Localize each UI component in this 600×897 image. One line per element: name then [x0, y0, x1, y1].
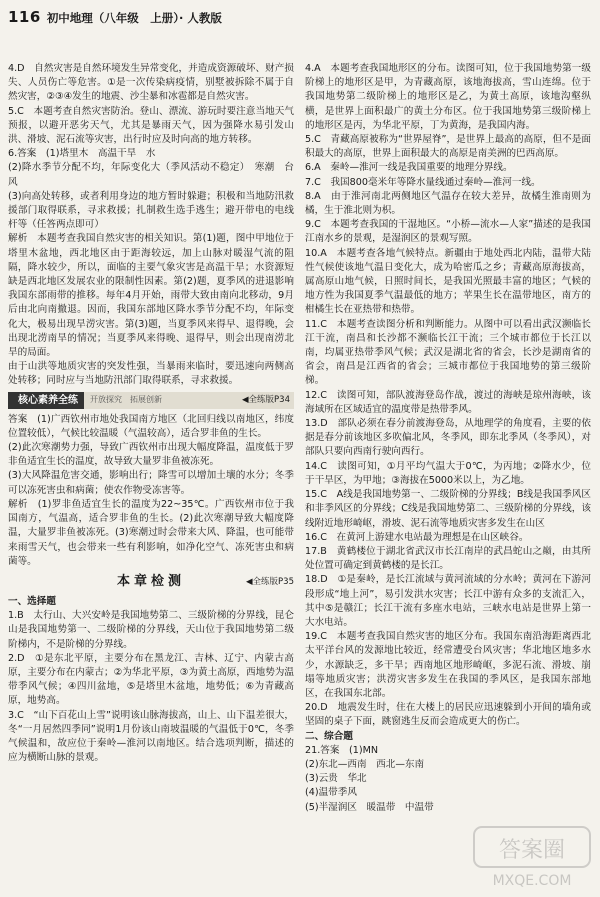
watermark-text: 答案圈	[498, 838, 566, 863]
answer-paragraph: 8.A 由于淮河南北两侧地区气温存在较大差异，故橘生淮南则为橘，生于淮北则为枳。	[305, 190, 591, 217]
answer-line: (2)东北—西南 西北—东南	[305, 758, 425, 770]
right-column	[305, 62, 591, 815]
answer-paragraph: 6.A 秦岭—淮河一线是我国重要的地理分界线。	[305, 162, 513, 174]
answer-paragraph: (2)降水季节分配不均，年际变化大（季风活动不稳定） 寒潮 台风	[8, 162, 294, 188]
answer-paragraph: 6.答案 (1)塔里木 高温干旱 水	[8, 148, 156, 160]
answer-paragraph: 17.B 黄鹤楼位于湖北省武汉市长江南岸的武昌蛇山之巅，由其所处位置可确定到黄鹤楼的是长江。	[305, 545, 591, 572]
answer-paragraph: 答案 (1)广西钦州市地处我国南方地区（北回归线以南地区，纬度位置较低），气候比较温暖（气温较高），适合罗非鱼的生长。	[8, 413, 294, 439]
answer-paragraph: 10.A 本题考查各地气候特点。新疆由于地处西北内陆，温带大陆性气候使该地气温日变化大，成为哈密瓜之乡；青藏高原海拔高，属高原山地气候，日照时间长，是我国光照最丰富的地区；气候的地方性为我国夏季气温最低的地方；苹果生长在温带地区，南方的柑橘生长在亚热带和热带。	[305, 247, 591, 316]
answer-paragraph: 解析 本题考查我国自然灾害的相关知识。第(1)题，图中甲地位于塔里木盆地，西北地区由于距海较远，加上山脉对暖湿气流的阻隔，降水较少，所以，面临的主要气象灾害是高温干旱；水资源短缺是西北地区发展农业的限制性因素。第(2)题，夏季风的进退影响我国东部雨带的推移。每年4月开始，雨带大致由南向北移动，9月后由北向南撤退。因而，我国东部地区降水季节分配不均，年际变化大，极易出现旱涝灾害。第(3)题，当夏季风来得早、退得晚，会出现北涝南旱的情况；当夏季风来得晚、退得早，则会出现南涝北旱的局面。	[8, 233, 294, 359]
chapter-test-page-ref: ◀全练版P35	[246, 576, 294, 587]
banner-title: 核心素养全练	[12, 392, 84, 409]
answer-paragraph: 由于山洪等地质灾害的突发性强，当暴雨来临时，要迅速向两侧高处转移；同时应与当地防汛部门取得联系，寻求救援。	[8, 361, 294, 387]
answer-paragraph: 19.C 本题考查我国自然灾害的地区分布。我国东南沿海距离西北太平洋台风的发源地比较近，经常遭受台风灾害；华北地区地多水少，水源缺乏，多干旱；西南地区地形崎岖，多泥石流、滑坡、崩塌等地质灾害；洪涝灾害多发生在我国的季风区，是我国东部地区，在我国东北部。	[305, 631, 591, 699]
page-title: 初中地理（八年级 上册）· 人教版	[46, 11, 222, 25]
chapter-test-heading	[8, 571, 294, 593]
answer-paragraph: (3)大风降温危害交通，影响出行；降雪可以增加土壤的水分；冬季可以冻死害虫和病菌；使农作物受冻害等。	[8, 470, 294, 496]
answer-paragraph: 15.C A线是我国地势第一、二级阶梯的分界线；B线是我国季风区和非季风区的分界线；C线是我国地势第二、三级阶梯的分界线，该线附近地形崎岖，滑坡、泥石流等地质灾害多发生在山区	[305, 489, 591, 529]
page-header	[8, 8, 222, 28]
answer-paragraph: 14.C 读图可知，①月平均气温大于0℃，为丙地；②降水少，位于干旱区，为甲地；③海拔在5000米以上，为乙地。	[305, 460, 591, 486]
answer-paragraph: (3)向高处转移，或者利用身边的地方暂时躲避；积极和当地防汛救援部门取得联系，寻求救援；扎制救生选手逃生；避开带电的电线杆等（任答两点即可）	[8, 190, 294, 231]
answer-paragraph: 5.C 青藏高原被称为“世界屋脊”，是世界上最高的高原，但不是面积最大的高原，世界上面积最大的高原是南美洲的巴西高原。	[305, 134, 591, 160]
answer-paragraph: 解析 (1)罗非鱼适宜生长的温度为22~35℃。广西钦州市位于我国南方，气温高，适合罗非鱼的生长。(2)此次寒潮导致大幅度降温，大量罗非鱼被冻死。(3)寒潮过时会带来大风、降温，也可能带来雨雪天气，也会带来一些有利影响，如净化空气、冻死害虫和病菌等。	[8, 498, 294, 567]
watermark-logo	[472, 821, 592, 891]
section-heading: 一、选择题	[8, 595, 56, 607]
answer-paragraph: 16.C 在黄河上游建水电站最为理想是在山区峡谷。	[305, 531, 529, 543]
answer-paragraph: 5.C 本题考查自然灾害防治。登山、漂流、游玩时要注意当地天气预报，以避开恶劣天气，尤其是暴雨天气，因为强降水易引发山洪、滑坡、泥石流等灾害，出行时应及时向高的地方转移。	[8, 105, 294, 146]
left-column	[8, 62, 294, 765]
answer-paragraph: 12.C 读图可知，部队渡海登岛作战，渡过的海峡是琼州海峡，该海域所在区域适宜的温度带是热带季风。	[305, 389, 591, 415]
answer-line: (3)云贵 华北	[305, 773, 367, 785]
page-number: 116	[8, 8, 41, 26]
answer-paragraph: 4.A 本题考查我国地形区的分布。读图可知，位于我国地势第一级阶梯上的地形区是甲，为青藏高原，该地海拔高，雪山连绵。位于我国地势第二级阶梯上的地形区是乙，为黄土高原，该地沟壑纵横，是世界上面积最广的黄土分布区。位于我国地势第三级阶梯上的地形区是丙，为华北平原，丁为黄海，是我国内海。	[305, 63, 591, 131]
answer-paragraph: 1.B 太行山、大兴安岭是我国地势第二、三级阶梯的分界线，昆仑山是我国地势第一、二级阶梯的分界线，天山位于我国地势第二级阶梯内，不是阶梯的分界线。	[8, 610, 294, 650]
answer-paragraph: (2)此次寒潮势力强，导致广西钦州市出现大幅度降温，温度低于罗非鱼适宜生长的温度，故导致大量罗非鱼被冻死。	[8, 442, 294, 468]
section-heading: 二、综合题	[305, 730, 353, 742]
answer-line: (4)温带季风	[305, 787, 357, 799]
answer-line: (5)半湿润区 暖温带 中温带	[305, 801, 434, 813]
answer-paragraph: 18.D ①是秦岭，是长江流域与黄河流域的分水岭；黄河在下游河段形成“地上河”，易引发洪水灾害；长江中游有众多的支流汇入，其中⑤是赣江；长江干流有多座水电站，三峡水电站是世界上第一大水电站。	[305, 574, 591, 628]
banner-page-ref: ◀全练版P34	[242, 395, 290, 406]
answer-paragraph: 9.C 本题考查我国的干湿地区。“小桥—流水—人家”描述的是我国江南水乡的景观，是湿润区的景观写照。	[305, 219, 591, 245]
answer-paragraph: 20.D 地震发生时，住在大楼上的居民应迅速躲到小开间的墙角或坚固的桌子下面，跳窗逃生反而会造成更大的伤亡。	[305, 702, 591, 728]
chapter-test-title: 本章检测	[116, 573, 185, 589]
answer-line: 21.答案 (1)MN	[305, 744, 379, 756]
answer-paragraph: 3.C “山下百花山上雪”说明该山脉海拔高，山上、山下温差很大，冬“一月居然四季同”说明1月份该山南坡温暖的气温低于0℃，冬季气候温和，故应位于秦岭—淮河以南地区。结合选项判断，描述的应为横断山脉的景观。	[8, 709, 294, 764]
watermark-url: MXQE.COM	[492, 873, 572, 889]
banner-subtitle: 开放探究 拓展创新	[90, 395, 162, 405]
answer-paragraph: 13.D 部队必须在春分前渡海登岛，从地理学的角度看，主要的依据是春分前该地区多吹偏北风，冬季风，即东北季风（冬季风），对部队只要向西南行驶向西行。	[305, 418, 591, 458]
answer-paragraph: 2.D ①是东北平原，主要分布在黑龙江、吉林、辽宁、内蒙古高原，主要分布在内蒙古；②为华北平原，③为黄土高原，西地势为温带季风气候；④四川盆地，⑤是塔里木盆地，地势低；⑥为青藏高原，地势高。	[8, 652, 294, 707]
answer-paragraph: 11.C 本题考查读图分析和判断能力。从图中可以看出武汉濒临长江干流，南昌和长沙都不濒临长江干流；三个城市都位于长江以南，均属亚热带季风气候；武汉是湖北省的省会，长沙是湖南省的省会，南昌是江西省的省会；三城市都位于我国地势的第三级阶梯。	[305, 318, 591, 387]
answer-paragraph: 7.C 我国800毫米年等降水量线通过秦岭—淮河一线。	[305, 176, 541, 188]
core-literacy-banner	[8, 392, 294, 409]
answer-paragraph: 4.D 自然灾害是自然环境发生异常变化，并造成资源破坏、财产损失、人员伤亡等危害。①是一次传染病疫情，别墅被拆除不属于自然灾害，②③④发生的地震、沙尘暴和冰雹都是自然灾害。	[8, 63, 294, 103]
